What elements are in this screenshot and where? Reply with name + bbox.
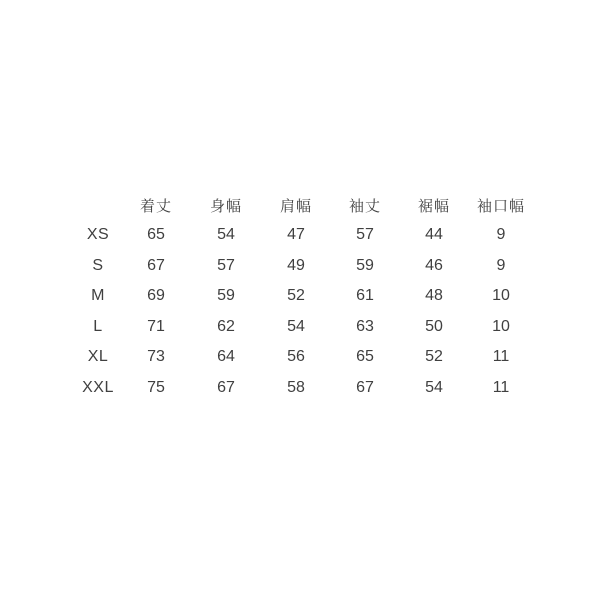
table-cell: 67 bbox=[147, 256, 165, 274]
table-row-xs bbox=[60, 220, 548, 251]
column-header-sodeguchihaba: 袖口幅 bbox=[476, 197, 525, 215]
column-header-mihaba: 身幅 bbox=[209, 197, 242, 215]
table-cell: 11 bbox=[492, 378, 510, 396]
table-cell: 67 bbox=[356, 378, 374, 396]
table-cell: 50 bbox=[425, 317, 443, 335]
table-cell: 54 bbox=[217, 226, 235, 244]
table-cell: 47 bbox=[287, 226, 305, 244]
table-row-xxl bbox=[60, 373, 548, 404]
table-cell: 64 bbox=[217, 348, 235, 366]
size-label-l: L bbox=[93, 317, 103, 335]
table-cell: 65 bbox=[147, 226, 165, 244]
size-table bbox=[60, 190, 548, 403]
table-cell: 65 bbox=[356, 348, 374, 366]
table-cell: 63 bbox=[356, 317, 374, 335]
column-header-chakutake: 着丈 bbox=[139, 197, 172, 215]
table-cell: 10 bbox=[492, 317, 510, 335]
table-cell: 49 bbox=[287, 256, 305, 274]
table-cell: 75 bbox=[147, 378, 165, 396]
table-cell: 57 bbox=[217, 256, 235, 274]
column-header-katahaba: 肩幅 bbox=[279, 197, 312, 215]
size-label-s: S bbox=[92, 256, 104, 274]
table-cell: 71 bbox=[147, 317, 165, 335]
table-cell: 54 bbox=[425, 378, 443, 396]
table-cell: 52 bbox=[425, 348, 443, 366]
corner-cell bbox=[60, 190, 136, 220]
table-row-m bbox=[60, 281, 548, 312]
column-header-susohaba: 裾幅 bbox=[417, 197, 450, 215]
table-cell: 58 bbox=[287, 378, 305, 396]
table-cell: 46 bbox=[425, 256, 443, 274]
size-label-m: M bbox=[91, 287, 105, 305]
table-cell: 57 bbox=[356, 226, 374, 244]
table-cell: 59 bbox=[356, 256, 374, 274]
table-cell: 54 bbox=[287, 317, 305, 335]
table-cell: 48 bbox=[425, 287, 443, 305]
table-cell: 73 bbox=[147, 348, 165, 366]
table-cell: 59 bbox=[217, 287, 235, 305]
table-row-xl bbox=[60, 342, 548, 373]
table-row-s bbox=[60, 251, 548, 282]
table-cell: 52 bbox=[287, 287, 305, 305]
table-cell: 44 bbox=[425, 226, 443, 244]
size-label-xxl: XXL bbox=[82, 378, 114, 396]
table-cell: 10 bbox=[492, 287, 510, 305]
table-cell: 56 bbox=[287, 348, 305, 366]
column-header-sodetake: 袖丈 bbox=[348, 197, 381, 215]
table-cell: 9 bbox=[496, 256, 506, 274]
table-cell: 67 bbox=[217, 378, 235, 396]
size-label-xl: XL bbox=[87, 348, 109, 366]
table-cell: 11 bbox=[492, 348, 510, 366]
table-cell: 61 bbox=[356, 287, 374, 305]
table-row-l bbox=[60, 312, 548, 343]
size-label-xs: XS bbox=[86, 226, 110, 244]
table-cell: 9 bbox=[496, 226, 506, 244]
header-row bbox=[60, 190, 548, 220]
table-cell: 69 bbox=[147, 287, 165, 305]
table-cell: 62 bbox=[217, 317, 235, 335]
